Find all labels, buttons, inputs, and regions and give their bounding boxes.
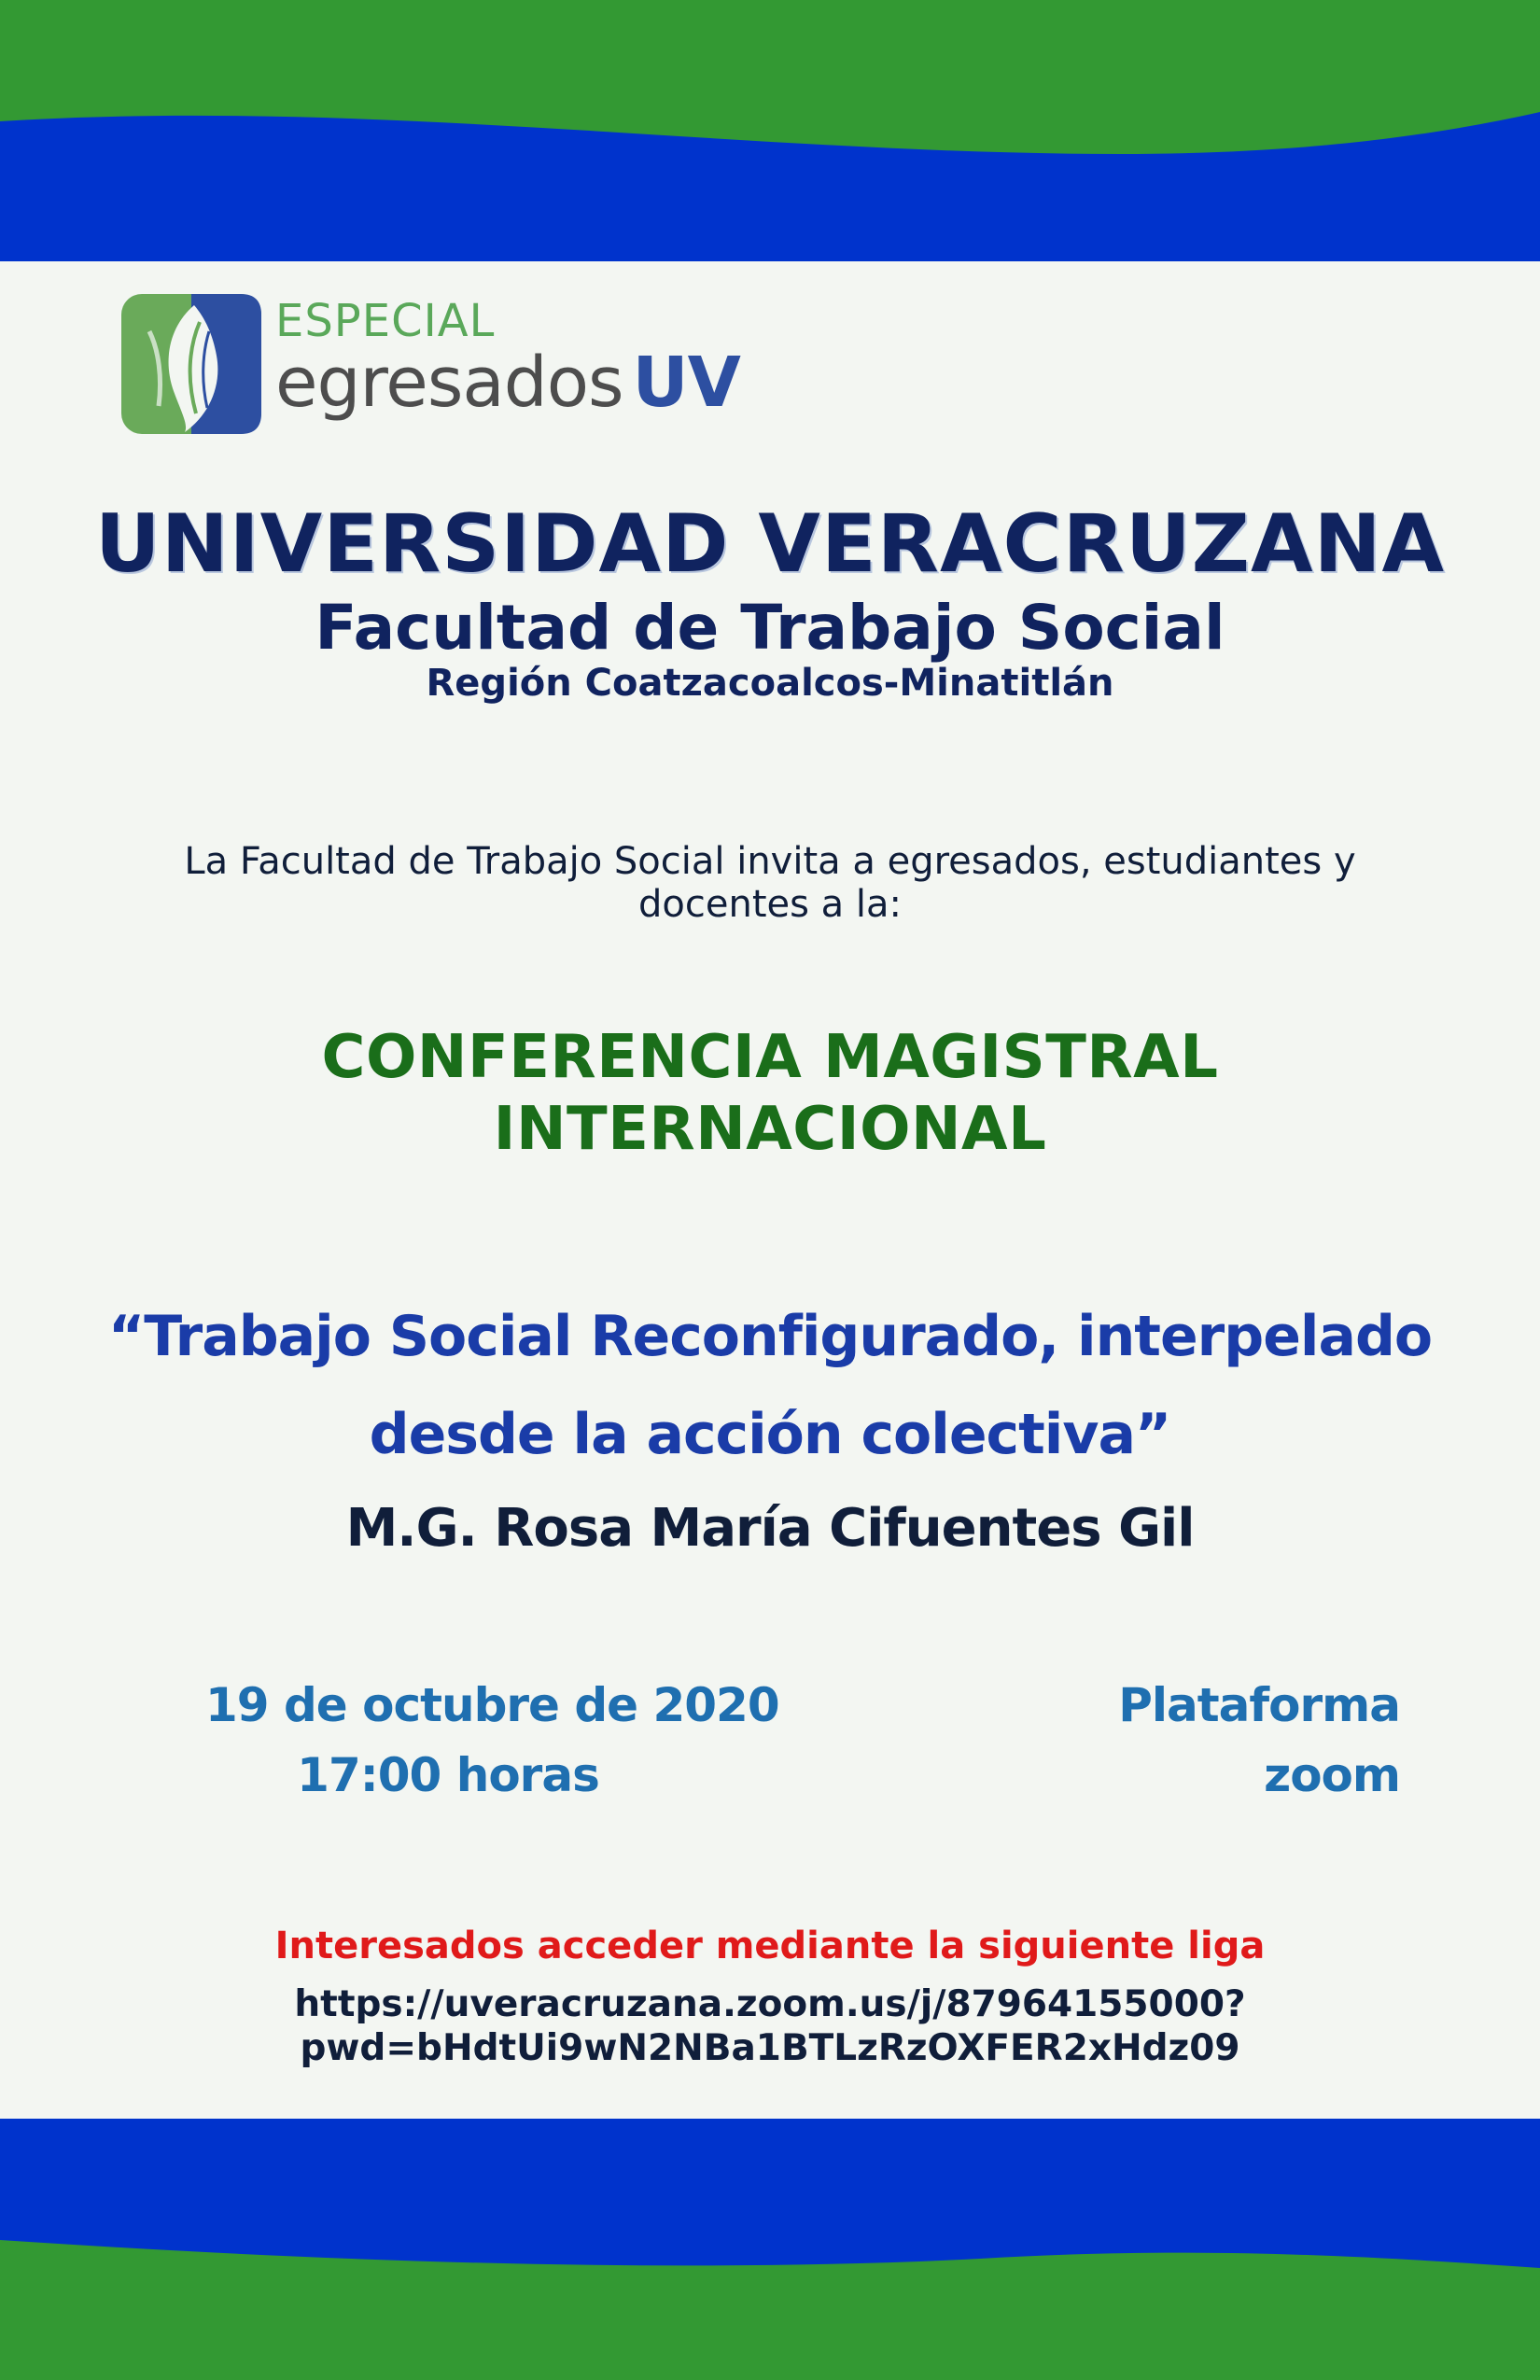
egresados-uv-logo (121, 294, 756, 434)
logo-wordmark (275, 343, 740, 423)
event-type-line-2: INTERNACIONAL (493, 1094, 1047, 1164)
feather-leaf-icon (121, 294, 261, 434)
bottom-wave-band (0, 2119, 1540, 2380)
zoom-link-line-1[interactable]: https://uveracruzana.zoom.us/j/87964155000? (294, 1983, 1246, 2025)
event-date-time (205, 1671, 779, 1811)
platform-line-1: Plataforma (1118, 1678, 1400, 1732)
logo-especial-text: ESPECIAL (275, 295, 496, 347)
speaker-name: M.G. Rosa María Cifuentes Gil (345, 1498, 1195, 1559)
access-label: Interesados acceder mediante la siguiente liga (274, 1925, 1266, 1967)
top-wave-band (0, 0, 1540, 261)
logo-uv-text: UV (632, 343, 740, 423)
event-time: 17:00 horas (297, 1748, 599, 1802)
platform-line-2: zoom (1264, 1748, 1400, 1802)
event-platform (1027, 1671, 1400, 1811)
university-name: UNIVERSIDAD VERACRUZANA (94, 497, 1446, 591)
conference-title-line-1: “Trabajo Social Reconfigurado, interpelado (107, 1304, 1433, 1369)
zoom-link-line-2[interactable]: pwd=bHdtUi9wN2NBa1BTLzRzOXFER2xHdz09 (300, 2026, 1240, 2069)
event-type-line-1: CONFERENCIA MAGISTRAL (321, 1023, 1219, 1092)
faculty-name: Facultad de Trabajo Social (315, 592, 1225, 664)
invitation-line-2: docentes a la: (638, 883, 902, 926)
zoom-link[interactable] (0, 1983, 1540, 2071)
region-name: Región Coatzacoalcos-Minatitlán (426, 662, 1114, 705)
conference-title-line-2: desde la acción colectiva” (369, 1402, 1171, 1467)
conference-title (0, 1288, 1540, 1484)
invitation-line-1: La Facultad de Trabajo Social invita a egresados, estudiantes y (184, 840, 1356, 883)
event-date: 19 de octubre de 2020 (205, 1678, 779, 1732)
event-type-heading (0, 1022, 1540, 1166)
invitation-text (0, 840, 1540, 926)
logo-egresados-text: egresados (275, 343, 623, 423)
